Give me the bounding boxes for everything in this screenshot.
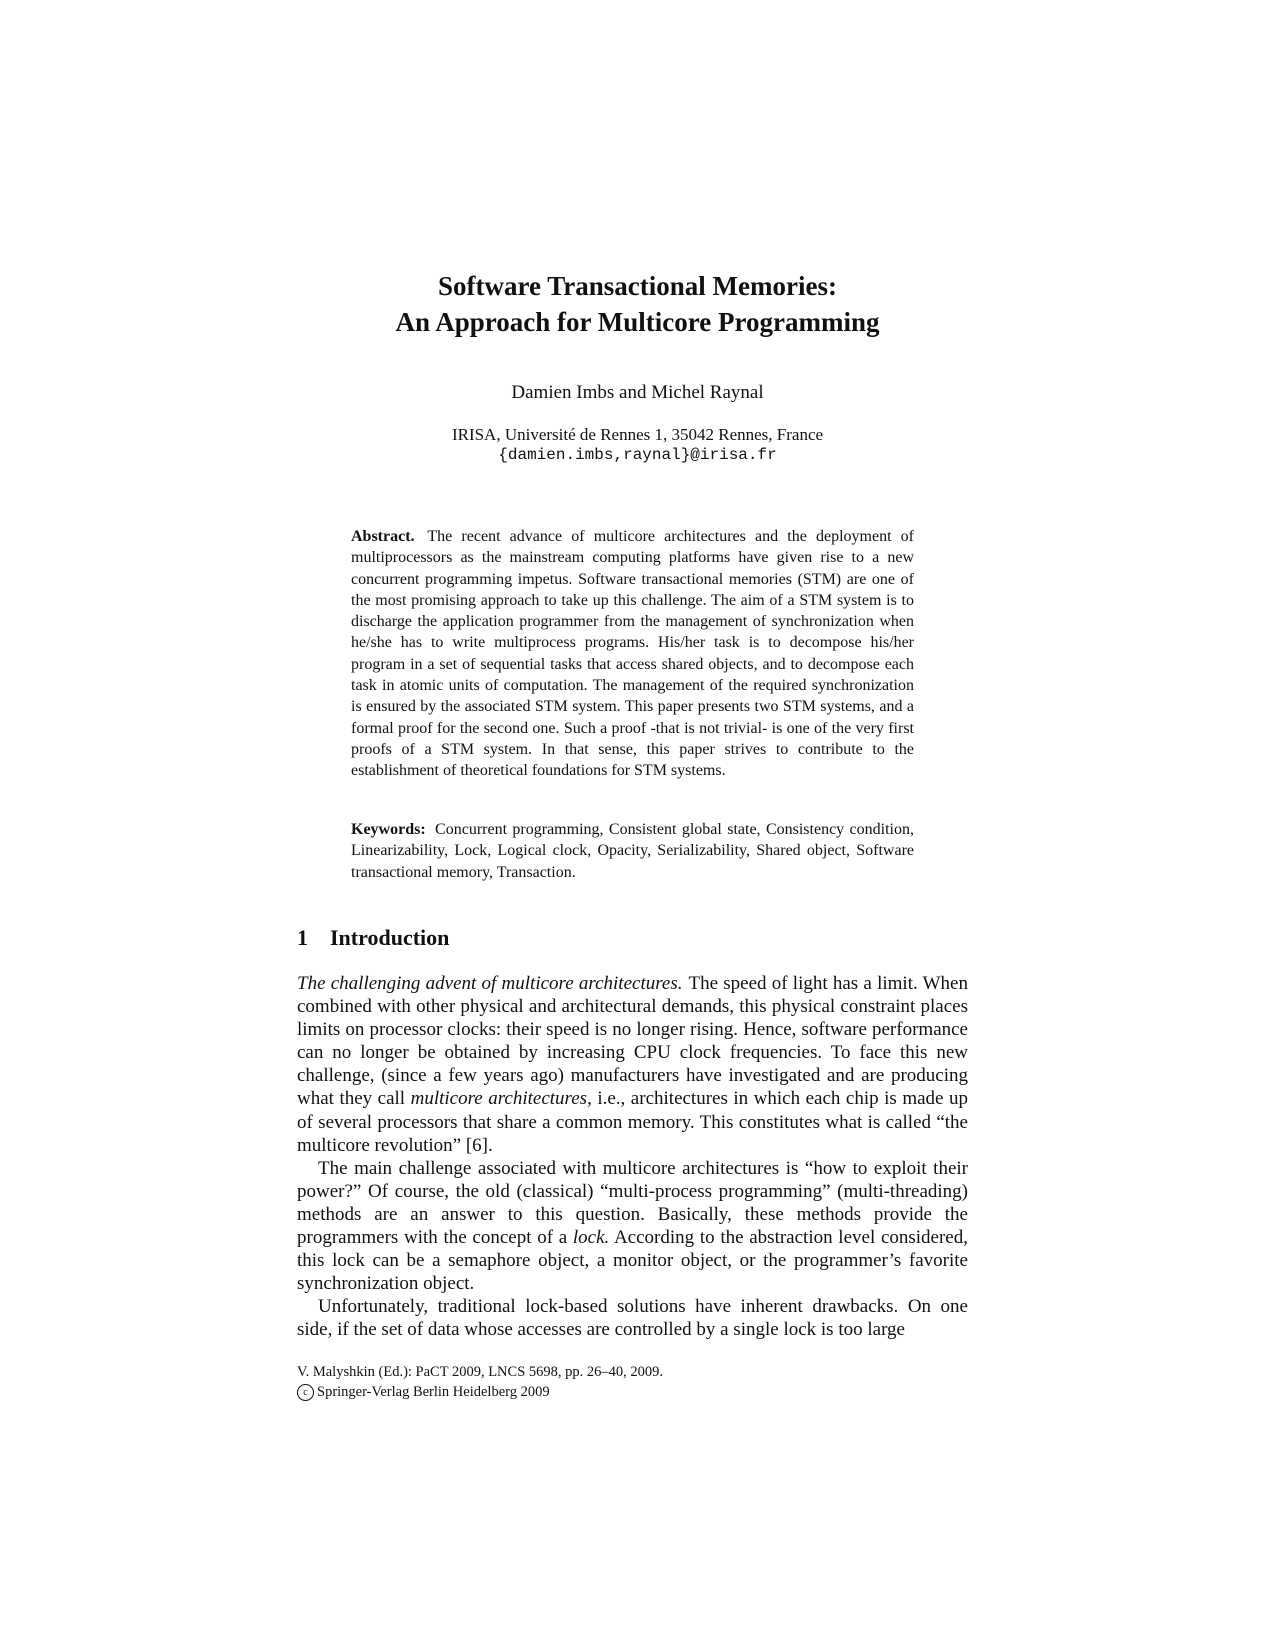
affiliation: IRISA, Université de Rennes 1, 35042 Rennes, France — [451, 425, 824, 444]
keywords-text: Concurrent programming, Consistent global state, Consistency condition, Linearizability, Lock, Logical clock, Opacity, Serializability, Shared object, Software transactional memory, Transaction. — [351, 821, 914, 881]
paragraph-3-text: Unfortunately, traditional lock-based solutions have inherent drawbacks. On one side, if the set of data whose accesses are controlled by a single lock is too large — [297, 1296, 968, 1341]
abstract-text: The recent advance of multicore architectures and the deployment of multiprocessors as the mainstream computing platforms have given rise to a new concurrent programming impetus. Software transactional memories (STM) are one of the most promising approach to take up this challenge. The aim of a STM system is to discharge the application programmer from the management of synchronization when he/she has to write multiprocess programs. His/her task is to decompose his/her program in a set of sequential tasks that access shared objects, and to decompose each task in atomic units of computation. The management of the required synchronization is ensured by the associated STM system. This paper presents two STM systems, and a formal proof for the second one. Such a proof -that is not trivial- is one of the very first proofs of a STM system. In that sense, this paper strives to contribute to the establishment of theoretical foundations for STM systems. — [351, 528, 914, 780]
publisher: Springer-Verlag Berlin Heidelberg 2009 — [317, 1384, 550, 1400]
keywords-label: Keywords: — [351, 821, 426, 838]
paragraph-2 — [297, 1157, 968, 1296]
copyright-icon: c — [297, 1384, 314, 1401]
copyright-line — [297, 1382, 663, 1402]
section-number: 1 — [297, 925, 308, 950]
title-line-1: Software Transactional Memories: — [438, 271, 837, 301]
footer-citation — [297, 1362, 663, 1402]
paragraph-1-text-a: The speed of light has a limit. When combined with other physical and architectural demands, this physical constraint places limits on processor clocks: their speed is no longer rising. Hence, software performance can no longer be obtained by increasing CPU clock frequencies. To face this new challenge, (since a few years ago) manufacturers have investigated and are producing what they call — [297, 973, 968, 1110]
paper-title — [0, 268, 1275, 340]
section-title: Introduction — [330, 925, 450, 950]
author-email: {damien.imbs,raynal}@irisa.fr — [498, 446, 777, 464]
abstract-label: Abstract. — [351, 528, 415, 545]
paragraph-2-text-a: The main challenge associated with multicore architectures is “how to exploit their power?” Of course, the old (classical) “multi-process programming” (multi-threading) methods are an answer to this question. Basically, these methods provide the programmers with the concept of a — [297, 1157, 968, 1249]
keywords — [351, 819, 914, 883]
section-body — [297, 972, 968, 1342]
paragraph-2-text-b: According to the abstraction level considered, this lock can be a semaphore object, a monitor object, or the programmer’s favorite synchronization object. — [297, 1227, 968, 1295]
title-line-2: An Approach for Multicore Programming — [395, 307, 880, 337]
paragraph-1 — [297, 972, 968, 1157]
paragraph-3 — [297, 1295, 968, 1341]
citation-line: V. Malyshkin (Ed.): PaCT 2009, LNCS 5698, pp. 26–40, 2009. — [297, 1364, 664, 1380]
paragraph-1-text-b: , i.e., architectures in which each chip is made up of several processors that share a common memory. This constitutes what is called “the multicore revolution” [6]. — [297, 1088, 968, 1156]
section-heading — [297, 924, 449, 952]
abstract — [351, 526, 914, 782]
runin-heading: The challenging advent of multicore architectures. — [297, 973, 683, 994]
paragraph-2-emphasis: lock. — [572, 1227, 610, 1249]
author-list: Damien Imbs and Michel Raynal — [511, 382, 764, 403]
paragraph-1-emphasis: multicore architectures — [410, 1088, 588, 1110]
